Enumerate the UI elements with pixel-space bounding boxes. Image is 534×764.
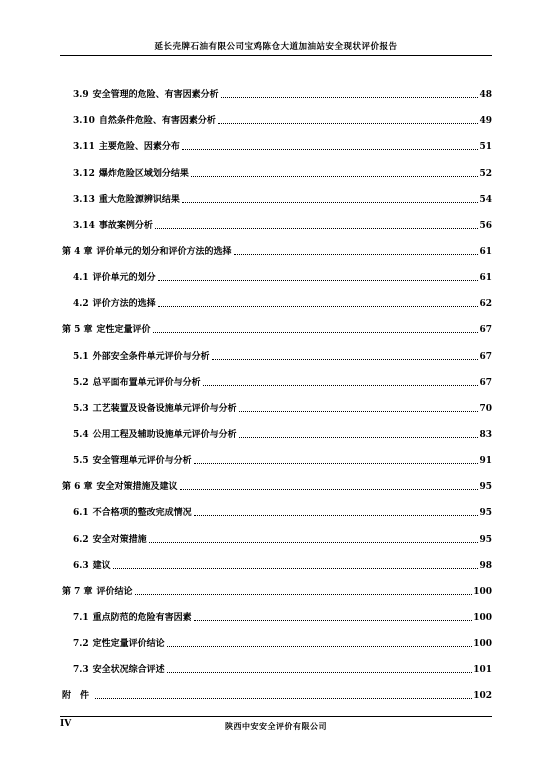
toc-entry-page: 95 bbox=[479, 534, 492, 545]
toc-dot-leader bbox=[182, 149, 479, 150]
toc-dot-leader bbox=[194, 515, 479, 516]
toc-entry-page: 49 bbox=[479, 116, 492, 127]
toc-entry-number: 第 5 章 bbox=[62, 325, 93, 336]
toc-entry-number: 7.3 bbox=[73, 665, 89, 676]
toc-entry-page: 100 bbox=[473, 639, 492, 650]
toc-entry[interactable] bbox=[62, 309, 492, 335]
toc-entry[interactable] bbox=[62, 518, 492, 544]
toc-entry[interactable] bbox=[62, 388, 492, 414]
toc-entry-title: 公用工程及辅助设施单元评价与分析 bbox=[92, 429, 237, 440]
toc-entry-page: 67 bbox=[479, 325, 492, 336]
toc-entry-title: 自然条件危险、有害因素分析 bbox=[98, 116, 216, 127]
toc-entry-title: 工艺装置及设备设施单元评价与分析 bbox=[92, 403, 237, 414]
toc-entry-title: 评价单元的划分 bbox=[92, 273, 156, 284]
toc-entry-title: 外部安全条件单元评价与分析 bbox=[92, 351, 210, 362]
table-of-contents bbox=[62, 74, 492, 701]
toc-entry[interactable] bbox=[62, 414, 492, 440]
toc-entry[interactable] bbox=[62, 126, 492, 152]
toc-entry-number: 5.3 bbox=[73, 403, 89, 414]
toc-entry[interactable] bbox=[62, 597, 492, 623]
toc-entry-number: 第 7 章 bbox=[62, 586, 93, 597]
toc-entry-number: 7.1 bbox=[73, 612, 89, 623]
toc-dot-leader bbox=[191, 176, 479, 177]
toc-entry-page: 95 bbox=[479, 482, 492, 493]
toc-entry-number: 3.10 bbox=[73, 116, 95, 127]
toc-entry-number: 第 4 章 bbox=[62, 246, 93, 257]
toc-entry-page: 52 bbox=[479, 168, 492, 179]
toc-entry-page: 51 bbox=[479, 142, 492, 153]
toc-entry-number: 3.14 bbox=[73, 220, 95, 231]
toc-entry-page: 62 bbox=[479, 299, 492, 310]
toc-dot-leader bbox=[158, 306, 479, 307]
toc-entry-page: 83 bbox=[479, 429, 492, 440]
toc-entry-page: 61 bbox=[479, 273, 492, 284]
toc-entry-title: 事故案例分析 bbox=[98, 220, 153, 231]
toc-entry[interactable] bbox=[62, 179, 492, 205]
toc-dot-leader bbox=[167, 646, 473, 647]
toc-entry-title: 定性定量评价 bbox=[96, 325, 151, 336]
toc-dot-leader bbox=[221, 97, 479, 98]
toc-entry-number: 3.13 bbox=[73, 194, 95, 205]
toc-entry-number: 4.1 bbox=[73, 273, 89, 284]
toc-dot-leader bbox=[113, 568, 479, 569]
toc-entry-title: 安全管理的危险、有害因素分析 bbox=[92, 90, 219, 101]
toc-entry[interactable] bbox=[62, 74, 492, 100]
toc-entry-page: 56 bbox=[479, 220, 492, 231]
toc-entry-number: 3.11 bbox=[73, 142, 95, 153]
toc-entry-title: 评价方法的选择 bbox=[92, 299, 156, 310]
toc-dot-leader bbox=[135, 594, 473, 595]
toc-dot-leader bbox=[194, 620, 473, 621]
toc-entry-title: 重大危险源辨识结果 bbox=[98, 194, 180, 205]
header-rule bbox=[60, 55, 492, 56]
toc-entry-number: 3.9 bbox=[73, 90, 89, 101]
toc-entry[interactable] bbox=[62, 623, 492, 649]
toc-dot-leader bbox=[95, 698, 472, 699]
toc-entry-page: 100 bbox=[473, 612, 492, 623]
toc-dot-leader bbox=[203, 385, 479, 386]
toc-entry[interactable] bbox=[62, 649, 492, 675]
footer-company: 陕西中安安全评价有限公司 bbox=[225, 721, 327, 731]
toc-entry[interactable] bbox=[62, 362, 492, 388]
toc-entry-title: 安全对策措施 bbox=[92, 534, 147, 545]
toc-entry-title: 评价结论 bbox=[96, 586, 133, 597]
toc-entry-page: 102 bbox=[473, 691, 492, 702]
toc-entry-number: 5.5 bbox=[73, 456, 89, 467]
toc-entry-page: 95 bbox=[479, 508, 492, 519]
toc-entry-number: 5.1 bbox=[73, 351, 89, 362]
toc-entry[interactable] bbox=[62, 492, 492, 518]
toc-entry[interactable] bbox=[62, 257, 492, 283]
toc-entry-number: 7.2 bbox=[73, 639, 89, 650]
toc-entry[interactable] bbox=[62, 675, 492, 701]
toc-entry[interactable] bbox=[62, 466, 492, 492]
toc-dot-leader bbox=[158, 280, 479, 281]
toc-entry-page: 70 bbox=[479, 403, 492, 414]
toc-entry-page: 61 bbox=[479, 246, 492, 257]
toc-entry-title: 评价单元的划分和评价方法的选择 bbox=[96, 246, 232, 257]
toc-entry-title: 定性定量评价结论 bbox=[92, 639, 165, 650]
toc-entry-title: 主要危险、因素分布 bbox=[98, 142, 180, 153]
toc-dot-leader bbox=[194, 463, 479, 464]
toc-entry-title: 总平面布置单元评价与分析 bbox=[92, 377, 201, 388]
toc-entry-page: 67 bbox=[479, 351, 492, 362]
toc-entry[interactable] bbox=[62, 152, 492, 178]
toc-entry-number: 3.12 bbox=[73, 168, 95, 179]
toc-entry[interactable] bbox=[62, 335, 492, 361]
page-header-title: 延长壳牌石油有限公司宝鸡陈仓大道加油站安全现状评价报告 bbox=[154, 42, 398, 52]
toc-dot-leader bbox=[167, 672, 473, 673]
footer-page-number: IV bbox=[60, 719, 72, 729]
toc-dot-leader bbox=[153, 332, 479, 333]
toc-entry[interactable] bbox=[62, 545, 492, 571]
toc-entry-number: 6.2 bbox=[73, 534, 89, 545]
toc-dot-leader bbox=[239, 437, 479, 438]
toc-entry-page: 101 bbox=[473, 665, 492, 676]
toc-entry-number: 6.1 bbox=[73, 508, 89, 519]
toc-entry-title: 爆炸危险区域划分结果 bbox=[98, 168, 189, 179]
toc-dot-leader bbox=[239, 411, 479, 412]
toc-entry-number: 4.2 bbox=[73, 299, 89, 310]
toc-entry-title: 安全对策措施及建议 bbox=[96, 482, 178, 493]
toc-entry-title: 安全管理单元评价与分析 bbox=[92, 456, 192, 467]
toc-entry-page: 48 bbox=[479, 90, 492, 101]
toc-entry-number: 第 6 章 bbox=[62, 482, 93, 493]
toc-entry-title: 建议 bbox=[92, 560, 111, 571]
toc-entry-page: 54 bbox=[479, 194, 492, 205]
toc-dot-leader bbox=[218, 123, 479, 124]
toc-entry[interactable] bbox=[62, 283, 492, 309]
toc-entry-number: 5.2 bbox=[73, 377, 89, 388]
toc-dot-leader bbox=[182, 202, 479, 203]
toc-entry[interactable] bbox=[62, 231, 492, 257]
toc-dot-leader bbox=[155, 228, 479, 229]
toc-entry-number: 6.3 bbox=[73, 560, 89, 571]
toc-entry-page: 67 bbox=[479, 377, 492, 388]
toc-entry-page: 91 bbox=[479, 456, 492, 467]
toc-entry[interactable] bbox=[62, 440, 492, 466]
toc-entry-title: 安全状况综合评述 bbox=[92, 665, 165, 676]
toc-entry-title: 重点防范的危险有害因素 bbox=[92, 612, 192, 623]
toc-entry[interactable] bbox=[62, 205, 492, 231]
toc-entry-page: 100 bbox=[473, 586, 492, 597]
toc-entry-page: 98 bbox=[479, 560, 492, 571]
toc-entry[interactable] bbox=[62, 571, 492, 597]
toc-entry-number: 附 件 bbox=[62, 691, 90, 702]
toc-entry-title: 不合格项的整改完成情况 bbox=[92, 508, 192, 519]
toc-dot-leader bbox=[212, 359, 479, 360]
toc-dot-leader bbox=[234, 254, 479, 255]
toc-entry[interactable] bbox=[62, 100, 492, 126]
toc-dot-leader bbox=[149, 542, 479, 543]
footer-rule bbox=[60, 716, 492, 717]
toc-dot-leader bbox=[180, 489, 479, 490]
toc-entry-number: 5.4 bbox=[73, 429, 89, 440]
